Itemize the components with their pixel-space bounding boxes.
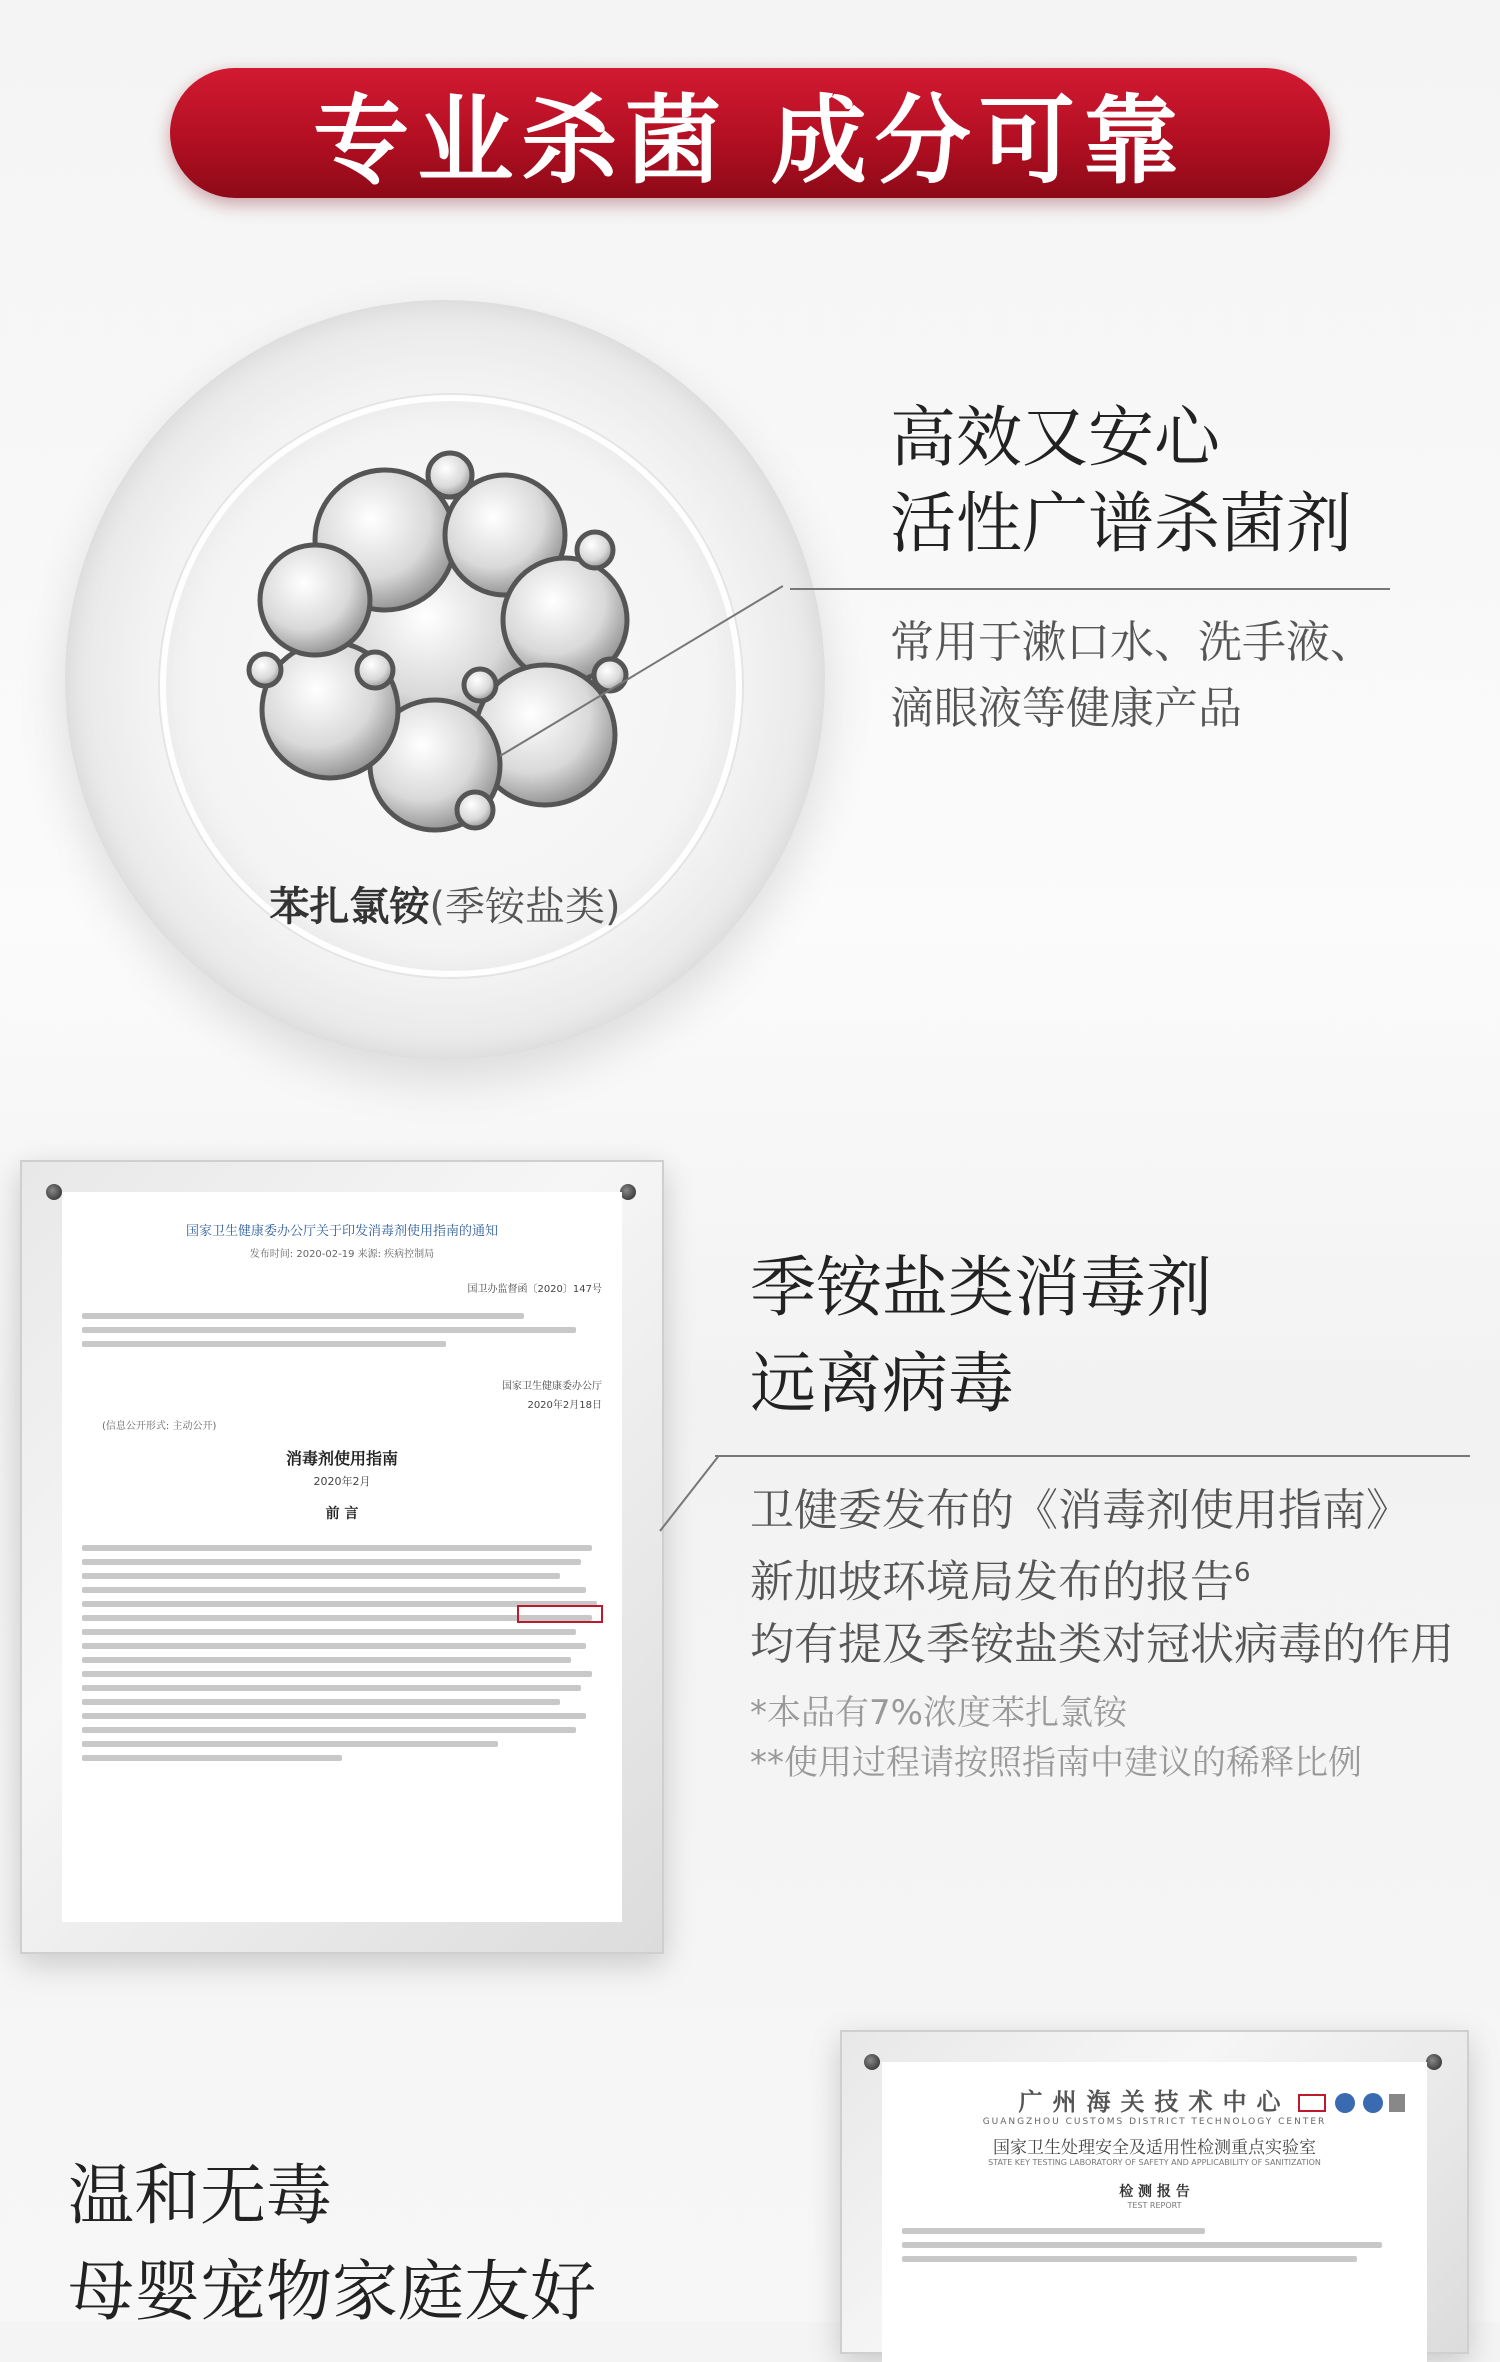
doc-heading-date: 2020年2月 (313, 1475, 371, 1488)
section3-title (68, 2148, 596, 2340)
highlight-box (517, 1605, 603, 1623)
report-org-en: GUANGZHOU CUSTOMS DISTRICT TECHNOLOGY CENTER (982, 2117, 1327, 2127)
test-report-frame (840, 2030, 1469, 2354)
ingredient-name: 苯扎氯铵 (269, 884, 430, 930)
report-title-en: TEST REPORT (1127, 2201, 1182, 2210)
petri-dish-image (65, 300, 825, 1060)
report-org: 广州海关技术中心 (1018, 2088, 1291, 2116)
report-lab: 国家卫生处理安全及适用性检测重点实验室 (993, 2138, 1316, 2158)
pin-icon (620, 1184, 636, 1200)
doc-preface: 前 言 (325, 1506, 359, 1522)
section2-title-line1: 季铵盐类消毒剂 (750, 1249, 1212, 1326)
section2-desc-line2-text: 新加坡环境局发布的报告 (750, 1556, 1234, 1608)
report-title: 检 测 报 告 (1119, 2184, 1190, 2200)
headline-banner (170, 68, 1330, 198)
section1-description (890, 610, 1374, 742)
section2-divider (715, 1455, 1470, 1457)
note-concentration: *本品有7%浓度苯扎氯铵 (750, 1693, 1127, 1733)
doc-date: 2020年2月18日 (527, 1400, 602, 1411)
doc-body-top (62, 1295, 622, 1347)
section2-description (750, 1480, 1454, 1676)
pin-icon (864, 2054, 880, 2070)
doc-disclosure: (信息公开形式: 主动公开) (102, 1421, 217, 1432)
ingredient-class: (季铵盐类) (429, 884, 621, 930)
section2-desc-line1: 卫健委发布的《消毒剂使用指南》 (750, 1485, 1410, 1536)
doc-number: 国卫办监督函〔2020〕147号 (467, 1284, 602, 1295)
pin-icon (46, 1184, 62, 1200)
banner-text: 专业杀菌 成分可靠 (313, 84, 1187, 197)
test-report-document (882, 2062, 1427, 2362)
section2-notes (750, 1688, 1362, 1788)
doc-heading: 消毒剂使用指南 (285, 1449, 398, 1468)
guideline-document-frame (20, 1160, 664, 1954)
pin-icon (1426, 2054, 1442, 2070)
doc-meta: 发布时间: 2020-02-19 来源: 疾病控制局 (249, 1249, 435, 1260)
report-body (882, 2210, 1427, 2262)
section2-desc-line3: 均有提及季铵盐类对冠状病毒的作用 (750, 1618, 1454, 1670)
section1-desc-line2: 滴眼液等健康产品 (890, 683, 1242, 734)
section1-title (890, 395, 1352, 567)
ingredient-label (65, 875, 825, 932)
section3-title-line2: 母婴宠物家庭友好 (68, 2253, 596, 2330)
report-lab-en: STATE KEY TESTING LABORATORY OF SAFETY AND APPLICABILITY OF SANITIZATION (988, 2158, 1321, 2167)
doc-header: 国家卫生健康委办公厅关于印发消毒剂使用指南的通知 (185, 1224, 498, 1239)
section2-desc-line2 (750, 1542, 1454, 1614)
certification-logos-icon (1297, 2090, 1407, 2116)
section1-divider (790, 588, 1390, 590)
guideline-document (62, 1192, 622, 1922)
section2-title-line2: 远离病毒 (750, 1345, 1014, 1422)
footnote-marker: 6 (1234, 1558, 1251, 1588)
section2-title (750, 1240, 1212, 1432)
section1-title-line2: 活性广谱杀菌剂 (890, 485, 1352, 562)
section1-desc-line1: 常用于漱口水、洗手液、 (890, 617, 1374, 668)
doc-body (62, 1523, 622, 1761)
bubble-molecule-icon (235, 430, 655, 850)
section1-title-line1: 高效又安心 (890, 399, 1220, 476)
doc-issuer: 国家卫生健康委办公厅 (502, 1381, 602, 1392)
section2-pointer-line (659, 1456, 719, 1532)
note-dilution: **使用过程请按照指南中建议的稀释比例 (750, 1743, 1362, 1783)
section3-title-line1: 温和无毒 (68, 2157, 332, 2234)
